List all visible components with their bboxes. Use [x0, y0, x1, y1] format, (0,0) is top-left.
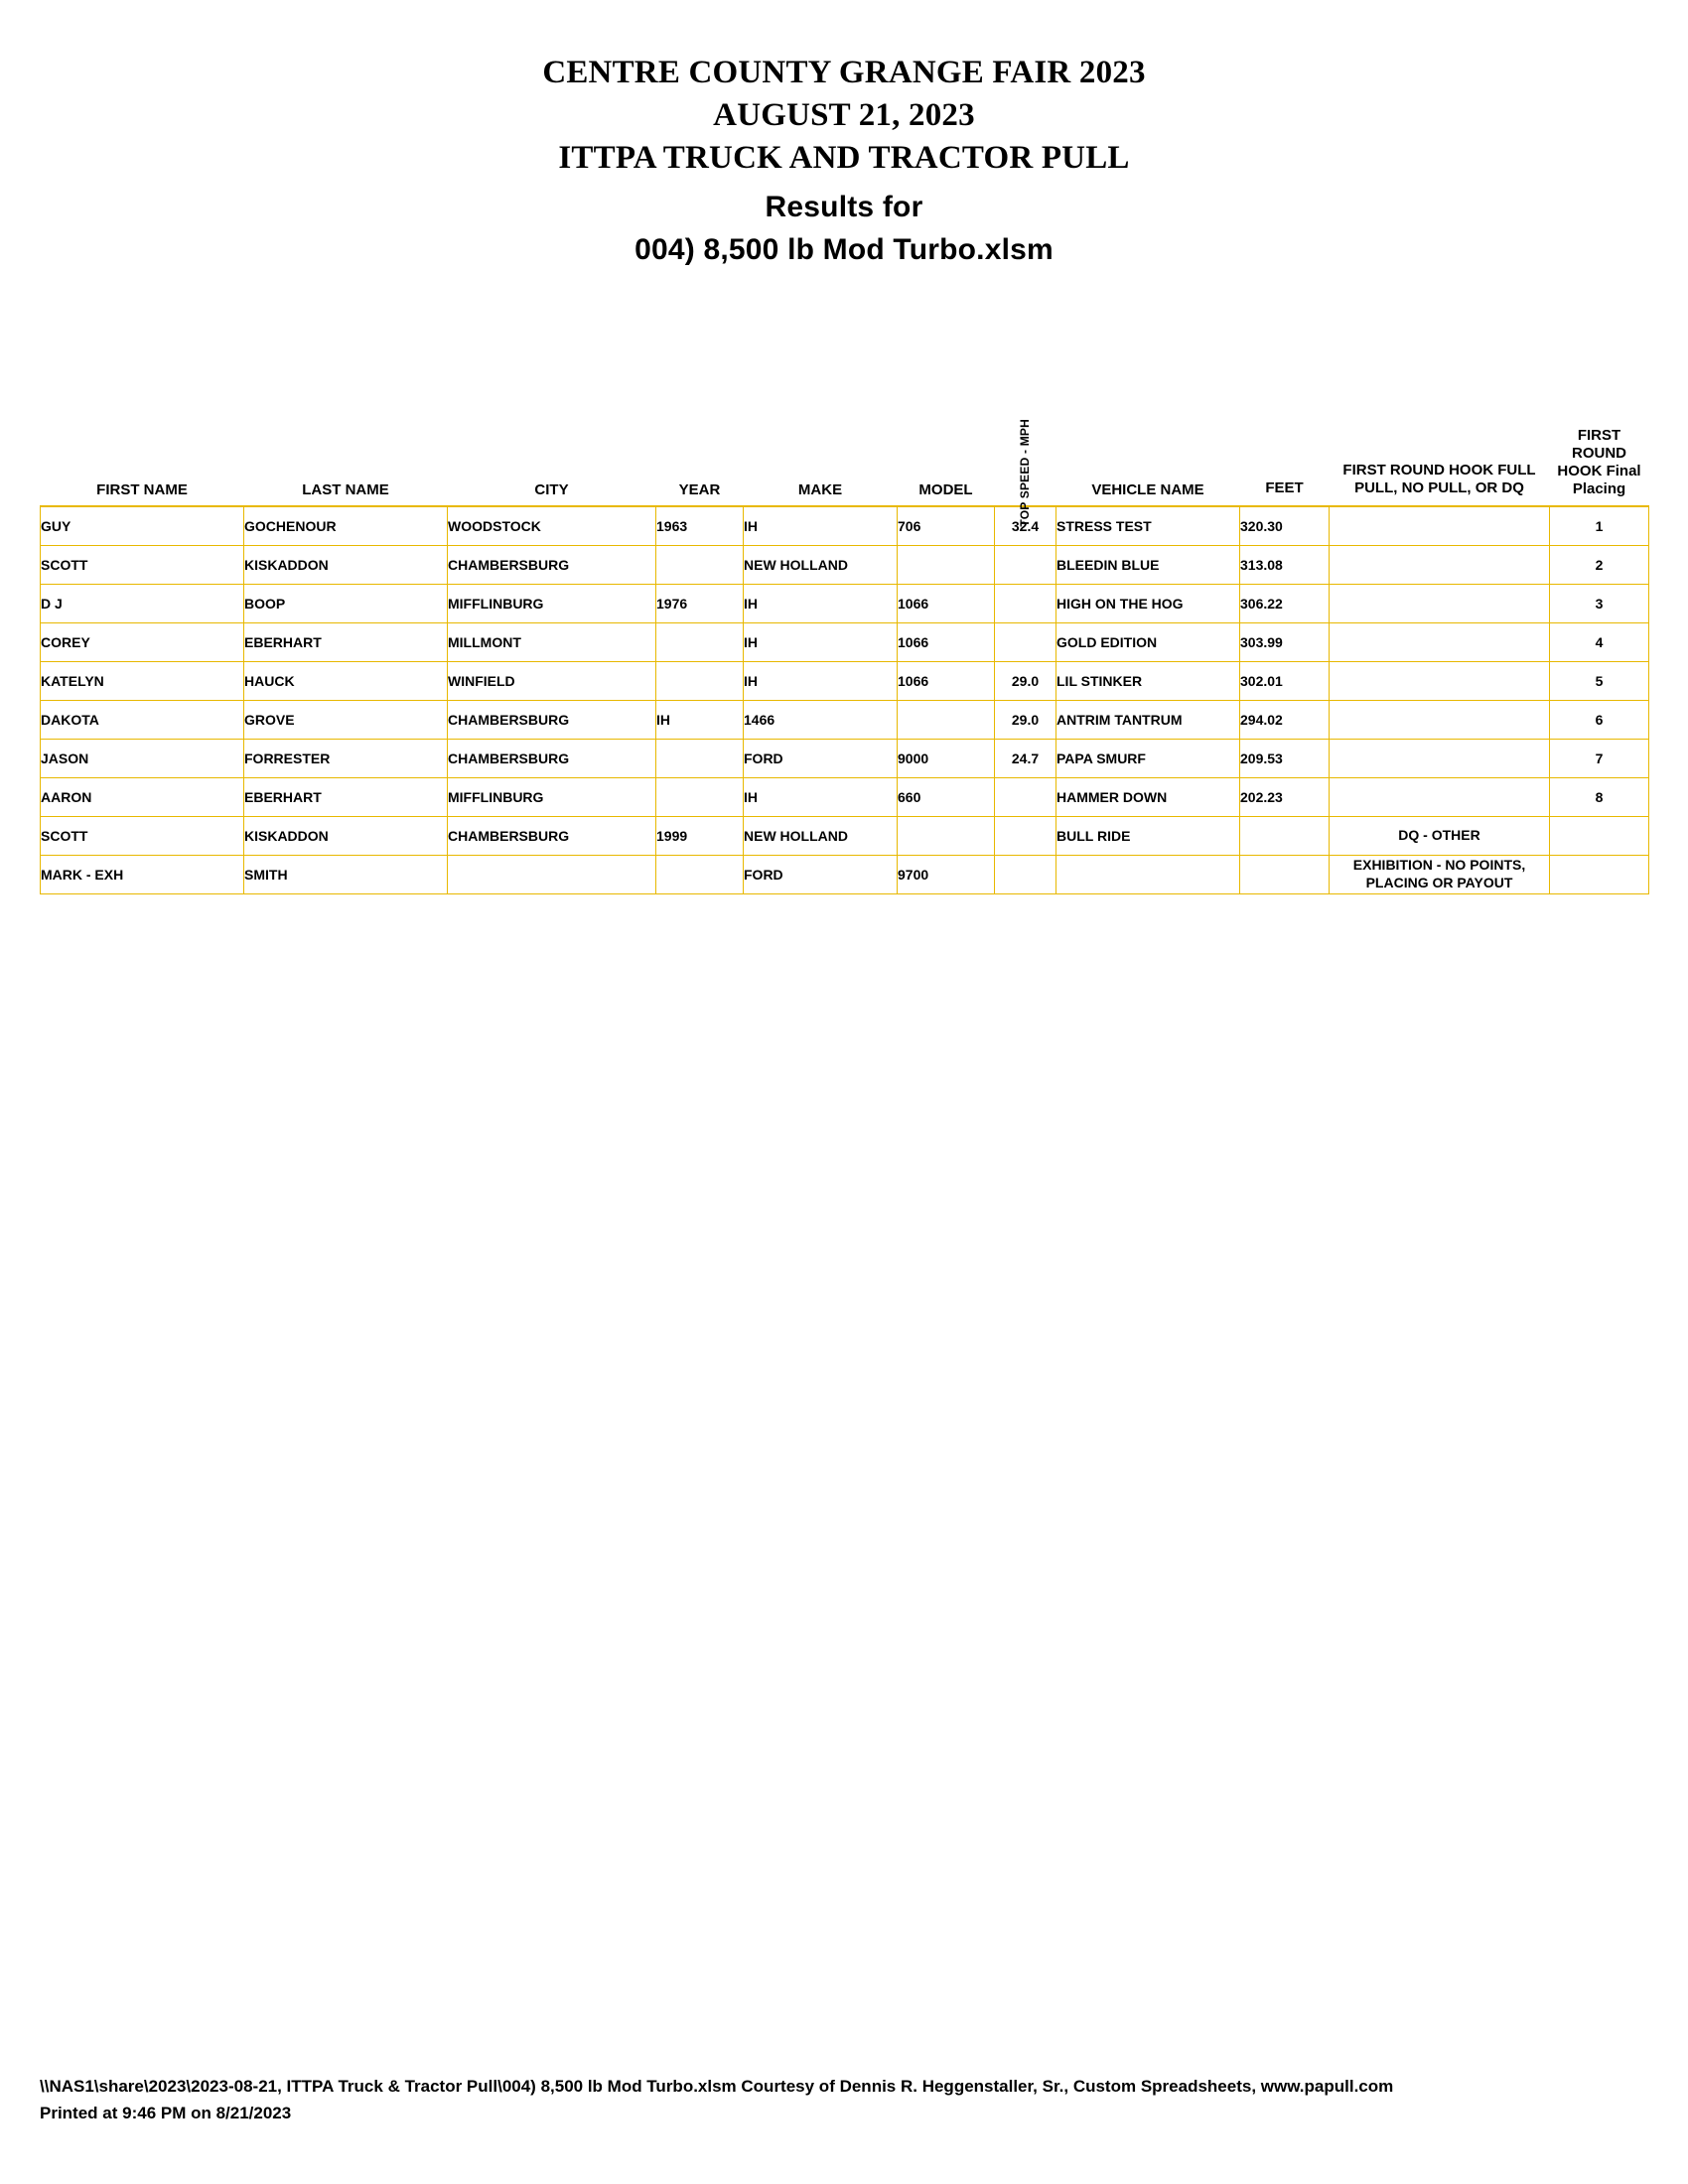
- cell-vehicle-name: ANTRIM TANTRUM: [1056, 700, 1240, 739]
- cell-last-name: EBERHART: [244, 622, 448, 661]
- cell-year: [656, 777, 744, 816]
- table-body: [41, 506, 1649, 893]
- cell-feet: 320.30: [1240, 506, 1330, 545]
- cell-make: 1466: [744, 700, 898, 739]
- cell-first-name: SCOTT: [41, 816, 244, 855]
- cell-model: [898, 700, 995, 739]
- header-last-name: LAST NAME: [244, 427, 448, 506]
- table-row: [41, 584, 1649, 622]
- cell-city: [448, 855, 656, 893]
- cell-last-name: FORRESTER: [244, 739, 448, 777]
- header-first-round-hook-placing: FIRST ROUND HOOK Final Placing: [1550, 427, 1649, 506]
- cell-first-name: AARON: [41, 777, 244, 816]
- cell-first-name: DAKOTA: [41, 700, 244, 739]
- cell-placing: 5: [1550, 661, 1649, 700]
- cell-feet: 294.02: [1240, 700, 1330, 739]
- cell-city: CHAMBERSBURG: [448, 700, 656, 739]
- cell-last-name: KISKADDON: [244, 816, 448, 855]
- cell-placing: 3: [1550, 584, 1649, 622]
- cell-make: FORD: [744, 739, 898, 777]
- table-row: [41, 506, 1649, 545]
- table-row: [41, 855, 1649, 893]
- cell-year: [656, 855, 744, 893]
- cell-top-speed: 29.0: [995, 700, 1056, 739]
- cell-vehicle-name: HIGH ON THE HOG: [1056, 584, 1240, 622]
- cell-model: 1066: [898, 584, 995, 622]
- cell-make: FORD: [744, 855, 898, 893]
- footer-path-line: \\NAS1\share\2023\2023-08-21, ITTPA Truck & Tractor Pull\004) 8,500 lb Mod Turbo.xlsm Courtesy of Dennis R. Heggenstaller, Sr., Custom Spreadsheets, www.papull.com: [40, 2077, 1394, 2097]
- cell-vehicle-name: STRESS TEST: [1056, 506, 1240, 545]
- cell-year: [656, 739, 744, 777]
- cell-make: NEW HOLLAND: [744, 816, 898, 855]
- cell-model: 660: [898, 777, 995, 816]
- cell-make: IH: [744, 622, 898, 661]
- cell-placing: 4: [1550, 622, 1649, 661]
- cell-hook-status: DQ - OTHER: [1330, 816, 1550, 855]
- cell-make: IH: [744, 506, 898, 545]
- header-year: YEAR: [656, 427, 744, 506]
- cell-placing: 2: [1550, 545, 1649, 584]
- cell-city: CHAMBERSBURG: [448, 739, 656, 777]
- title-line-1: CENTRE COUNTY GRANGE FAIR 2023: [542, 55, 1146, 90]
- cell-hook-status: EXHIBITION - NO POINTS, PLACING OR PAYOUT: [1330, 855, 1550, 893]
- title-line-2: AUGUST 21, 2023: [713, 96, 975, 133]
- header-vehicle-name: VEHICLE NAME: [1056, 427, 1240, 506]
- cell-vehicle-name: [1056, 855, 1240, 893]
- cell-placing: 1: [1550, 506, 1649, 545]
- cell-placing: [1550, 855, 1649, 893]
- cell-top-speed: 32.4: [995, 506, 1056, 545]
- cell-last-name: HAUCK: [244, 661, 448, 700]
- cell-model: 9700: [898, 855, 995, 893]
- cell-hook-status: [1330, 700, 1550, 739]
- cell-make: IH: [744, 777, 898, 816]
- cell-feet: 306.22: [1240, 584, 1330, 622]
- table-row: [41, 816, 1649, 855]
- cell-city: WINFIELD: [448, 661, 656, 700]
- cell-year: [656, 545, 744, 584]
- cell-year: 1963: [656, 506, 744, 545]
- cell-year: 1999: [656, 816, 744, 855]
- cell-city: MILLMONT: [448, 622, 656, 661]
- cell-make: NEW HOLLAND: [744, 545, 898, 584]
- cell-feet: [1240, 855, 1330, 893]
- cell-last-name: BOOP: [244, 584, 448, 622]
- cell-feet: 302.01: [1240, 661, 1330, 700]
- header-first-name: FIRST NAME: [41, 427, 244, 506]
- cell-city: WOODSTOCK: [448, 506, 656, 545]
- cell-hook-status: [1330, 506, 1550, 545]
- header-first-round-hook: FIRST ROUND HOOK FULL PULL, NO PULL, OR DQ: [1330, 427, 1550, 506]
- document-title-block: [0, 0, 1688, 269]
- cell-hook-status: [1330, 661, 1550, 700]
- cell-first-name: SCOTT: [41, 545, 244, 584]
- cell-hook-status: [1330, 545, 1550, 584]
- cell-top-speed: [995, 622, 1056, 661]
- cell-make: IH: [744, 584, 898, 622]
- cell-feet: 313.08: [1240, 545, 1330, 584]
- cell-top-speed: [995, 584, 1056, 622]
- results-table-wrapper: [40, 418, 1648, 894]
- header-top-speed-text: TOP SPEED - MPH: [1018, 418, 1033, 527]
- cell-year: [656, 661, 744, 700]
- title-line-4: Results for: [765, 190, 923, 223]
- header-model: MODEL: [898, 427, 995, 506]
- cell-first-name: MARK - EXH: [41, 855, 244, 893]
- cell-placing: 8: [1550, 777, 1649, 816]
- cell-last-name: EBERHART: [244, 777, 448, 816]
- cell-first-name: GUY: [41, 506, 244, 545]
- cell-year: IH: [656, 700, 744, 739]
- cell-first-name: KATELYN: [41, 661, 244, 700]
- table-header-row: [41, 427, 1649, 506]
- cell-hook-status: [1330, 777, 1550, 816]
- cell-vehicle-name: GOLD EDITION: [1056, 622, 1240, 661]
- header-feet: FEET: [1240, 427, 1330, 506]
- cell-vehicle-name: PAPA SMURF: [1056, 739, 1240, 777]
- cell-city: MIFFLINBURG: [448, 777, 656, 816]
- cell-model: [898, 816, 995, 855]
- cell-vehicle-name: LIL STINKER: [1056, 661, 1240, 700]
- cell-top-speed: [995, 816, 1056, 855]
- cell-year: [656, 622, 744, 661]
- cell-first-name: D J: [41, 584, 244, 622]
- cell-last-name: KISKADDON: [244, 545, 448, 584]
- cell-placing: [1550, 816, 1649, 855]
- title-line-3: ITTPA TRUCK AND TRACTOR PULL: [558, 139, 1130, 176]
- title-line-5: 004) 8,500 lb Mod Turbo.xlsm: [634, 232, 1054, 266]
- cell-make: IH: [744, 661, 898, 700]
- table-row: [41, 661, 1649, 700]
- footer-printed-line: Printed at 9:46 PM on 8/21/2023: [40, 2103, 292, 2122]
- table-row: [41, 700, 1649, 739]
- cell-top-speed: [995, 545, 1056, 584]
- cell-feet: [1240, 816, 1330, 855]
- cell-last-name: GROVE: [244, 700, 448, 739]
- header-city: CITY: [448, 427, 656, 506]
- cell-first-name: COREY: [41, 622, 244, 661]
- cell-top-speed: [995, 777, 1056, 816]
- cell-vehicle-name: HAMMER DOWN: [1056, 777, 1240, 816]
- cell-feet: 303.99: [1240, 622, 1330, 661]
- cell-model: 9000: [898, 739, 995, 777]
- cell-last-name: GOCHENOUR: [244, 506, 448, 545]
- cell-last-name: SMITH: [244, 855, 448, 893]
- cell-top-speed: 29.0: [995, 661, 1056, 700]
- table-row: [41, 777, 1649, 816]
- document-footer: [40, 2074, 1648, 2126]
- cell-vehicle-name: BLEEDIN BLUE: [1056, 545, 1240, 584]
- cell-top-speed: [995, 855, 1056, 893]
- cell-city: CHAMBERSBURG: [448, 816, 656, 855]
- cell-year: 1976: [656, 584, 744, 622]
- table-row: [41, 545, 1649, 584]
- cell-city: MIFFLINBURG: [448, 584, 656, 622]
- cell-hook-status: [1330, 622, 1550, 661]
- header-make: MAKE: [744, 427, 898, 506]
- cell-vehicle-name: BULL RIDE: [1056, 816, 1240, 855]
- cell-hook-status: [1330, 584, 1550, 622]
- results-table: [40, 418, 1649, 894]
- cell-top-speed: 24.7: [995, 739, 1056, 777]
- cell-hook-status: [1330, 739, 1550, 777]
- cell-model: 1066: [898, 661, 995, 700]
- cell-city: CHAMBERSBURG: [448, 545, 656, 584]
- cell-model: 1066: [898, 622, 995, 661]
- table-row: [41, 739, 1649, 777]
- table-row: [41, 622, 1649, 661]
- cell-model: 706: [898, 506, 995, 545]
- cell-placing: 6: [1550, 700, 1649, 739]
- cell-model: [898, 545, 995, 584]
- cell-feet: 202.23: [1240, 777, 1330, 816]
- cell-placing: 7: [1550, 739, 1649, 777]
- cell-first-name: JASON: [41, 739, 244, 777]
- cell-feet: 209.53: [1240, 739, 1330, 777]
